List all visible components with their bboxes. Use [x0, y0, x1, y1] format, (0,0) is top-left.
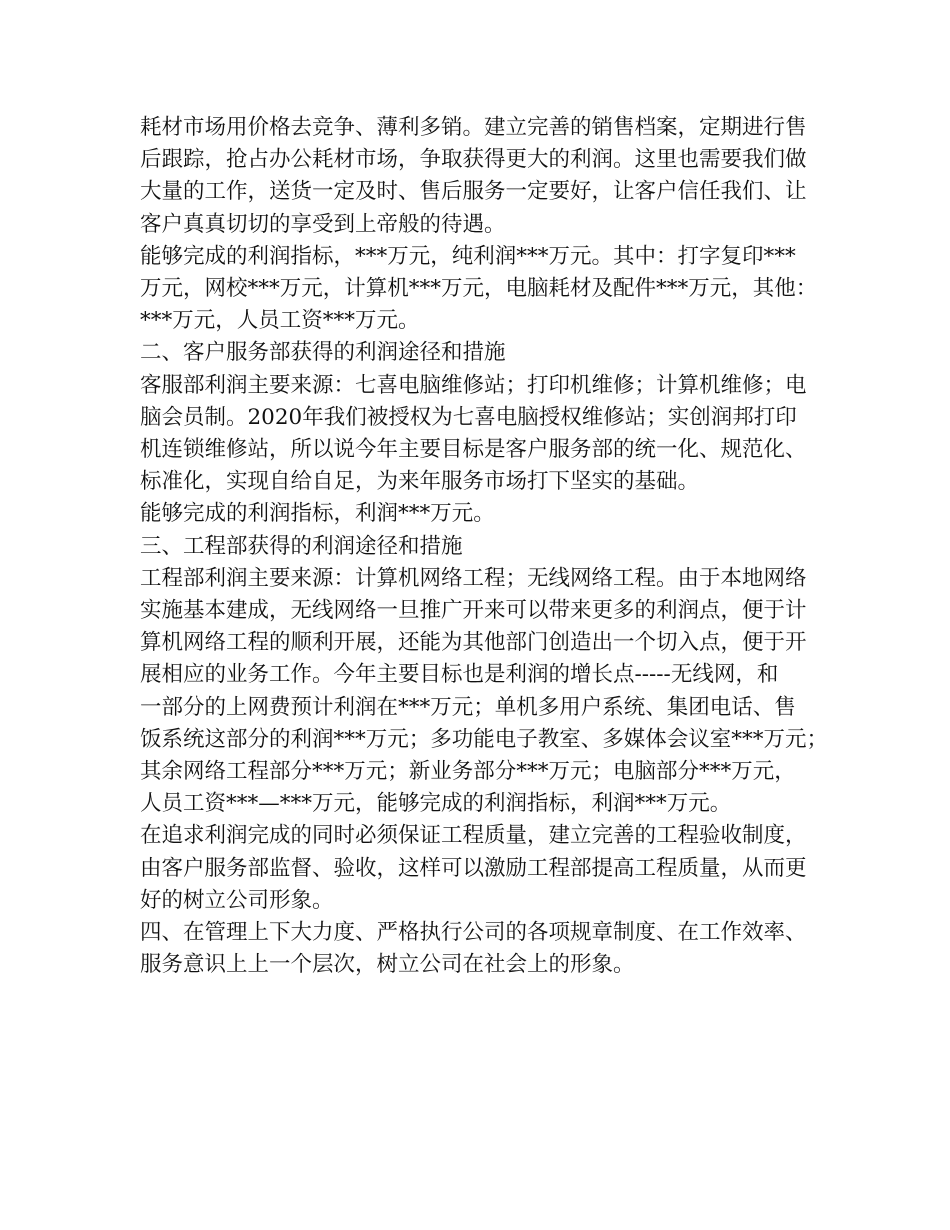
heading-engineering: 三、工程部获得的利润途径和措施 — [140, 533, 463, 559]
paragraph-profit-target-service: 能够完成的利润指标，利润***万元。 — [140, 501, 495, 527]
heading-customer-service: 二、客户服务部获得的利润途径和措施 — [140, 340, 506, 366]
paragraph-engineering-quality: 在追求利润完成的同时必须保证工程质量，建立完善的工程验收制度， 由客户服务部监督、验收，这样可以激励工程部提高工程质量，从而更 好的树立公司形象。 — [140, 823, 807, 913]
paragraph-profit-target-sales: 能够完成的利润指标，***万元，纯利润***万元。其中：打字复印*** 万元，网校***万元，计算机***万元，电脑耗材及配件***万元，其他： ***万元，人员工资***万元。 — [140, 243, 818, 334]
paragraph-sales-archive: 耗材市场用价格去竞争、薄利多销。建立完善的销售档案，定期进行售 后跟踪，抢占办公耗材市场，争取获得更大的利润。这里也需要我们做 大量的工作，送货一定及时、售后服务一定要好，让客户信任我们、让 客户真真切切的享受到上帝般的待遇。 — [140, 115, 807, 237]
document-page — [140, 112, 830, 981]
heading-management: 四、在管理上下大力度、严格执行公司的各项规章制度、在工作效率、 服务意识上上一个层次，树立公司在社会上的形象。 — [140, 920, 807, 978]
paragraph-engineering-sources: 工程部利润主要来源：计算机网络工程；无线网络工程。由于本地网络 实施基本建成，无线网络一旦推广开来可以带来更多的利润点，便于计 算机网络工程的顺利开展，还能为其他部门创造出一个切入点，便于开 展相应的业务工作。今年主要目标也是利润的增长点-----无线网，和 一部分的上网费预计利润在***万元；单机多用户系统、集团电话、售 饭系统这部分的利润***万元；多功能电子教室、多媒体会议室***万元； 其余网络工程部分***万元；新业务部分***万元；电脑部分***万元， 人员工资***—***万元，能够完成的利润指标，利润***万元。 — [140, 565, 829, 817]
paragraph-customer-service-sources: 客服部利润主要来源：七喜电脑维修站；打印机维修；计算机维修；电 脑会员制。2020年我们被授权为七喜电脑授权维修站；实创润邦打印 机连锁维修站，所以说今年主要目标是客户服务部的统一化、规范化、 标准化，实现自给自足，为来年服务市场打下坚实的基础。 — [140, 372, 807, 495]
